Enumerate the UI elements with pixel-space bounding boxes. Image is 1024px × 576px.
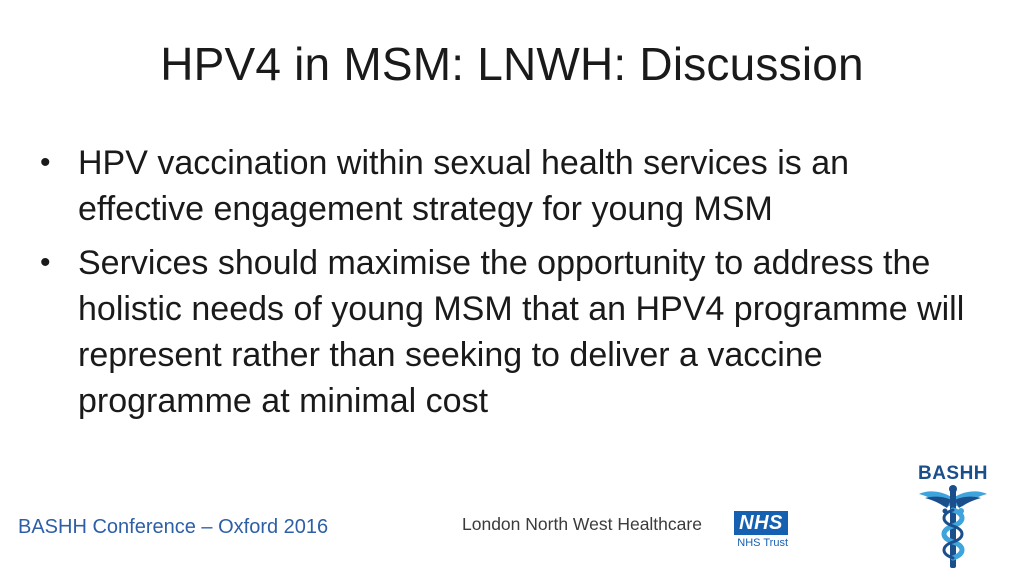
bullet-list [36,140,976,432]
lnwh-logo [462,509,792,551]
nhs-badge: NHS [734,511,788,535]
bullet-item [36,240,976,424]
bashh-wordmark: BASHH [917,463,989,484]
nhs-trust-label: NHS Trust [737,537,788,549]
bullet-marker: • [40,146,51,179]
lnwh-name: London North West Healthcare [462,514,702,534]
bashh-logo [905,462,1001,570]
bullet-marker: • [40,246,51,279]
bullet-text: HPV vaccination within sexual health services is an effective engagement strategy for young MSM [78,144,850,228]
slide-title: HPV4 in MSM: LNWH: Discussion [160,38,864,90]
bullet-item [36,140,976,232]
bullet-text: Services should maximise the opportunity to address the holistic needs of young MSM that an HPV4 programme will represent rather than seeking to deliver a vaccine programme at minimal cost [78,244,965,420]
conference-footer: BASHH Conference – Oxford 2016 [18,516,329,538]
caduceus-icon [917,484,989,570]
